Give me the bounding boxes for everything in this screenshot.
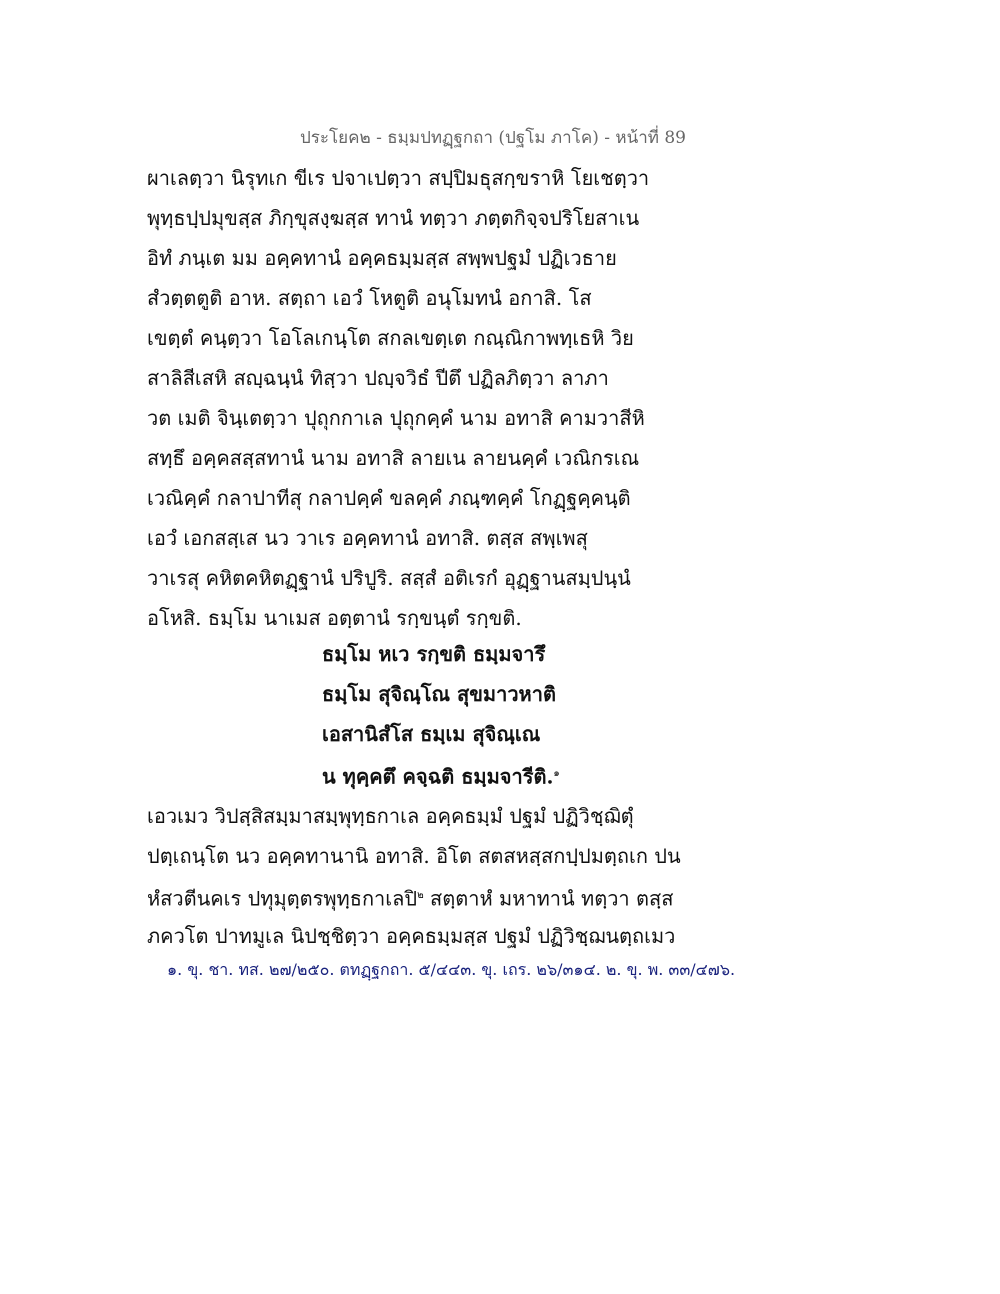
footnote: ๑. ขุ. ชา. ทส. ๒๗/๒๕๐. ตทฏฺฐกถา. ๕/๔๔๓. ขุ. เถร. ๒๖/๓๑๔. ๒. ขุ. พ. ๓๓/๔๗๖. [167, 960, 736, 979]
text-line: สํวตฺตตูติ อาห. สตฺถา เอวํ โหตูติ อนุโมทนํ อกาสิ. โส [147, 286, 592, 310]
verse-line [322, 754, 722, 794]
verse-line: ธมฺโม สุจิณฺโณ สุขมาวหาติ [322, 682, 556, 706]
text-line: ปตฺเถนฺโต นว อคฺคทานานิ อทาสิ. อิโต สตสหสฺสกปฺปมตฺถเก ปน [147, 844, 681, 868]
text-line: ผาเลตฺวา นิรุทเก ขีเร ปจาเปตฺวา สปฺปิมธุสกฺขราหิ โยเชตฺวา [147, 166, 650, 190]
verse-line: เอสานิสํโส ธมฺเม สุจิณฺเณ [322, 722, 541, 746]
text-line: สทฺธึ อคฺคสสฺสทานํ นาม อทาสิ ลายเน ลายนคฺคํ เวณิกรเณ [147, 446, 640, 470]
text-line: เอวํ เอกสสฺเส นว วาเร อคฺคทานํ อทาสิ. ตสฺส สพฺเพสุ [147, 526, 588, 550]
text-line: เขตฺตํ คนฺตฺวา โอโลเกนฺโต สกลเขตฺเต กณฺณิกาพทฺเธหิ วิย [147, 326, 634, 350]
text-line: เอวเมว วิปสฺสิสมฺมาสมฺพุทฺธกาเล อคฺคธมฺมํ ปฐมํ ปฏิวิชฺฌิตุํ [147, 804, 634, 828]
text-line [147, 876, 707, 916]
paragraph-2 [147, 796, 707, 956]
text-line: สาลิสีเสหิ สญฺฉนฺนํ ทิสฺวา ปญฺจวิธํ ปีตึ ปฏิลภิตฺวา ลาภา [147, 366, 609, 390]
text-segment: สตฺตาหํ มหาทานํ ทตฺวา ตสฺส [423, 886, 674, 911]
footnote-marker: ๒ [417, 890, 424, 901]
text-line: วต เมติ จินฺเตตฺวา ปุถุกกาเล ปุถุกคฺคํ นาม อทาสิ คามวาสีหิ [147, 406, 645, 430]
text-segment: หํสวตีนคเร ปทุมุตฺตรพุทฺธกาเลปิ [147, 886, 418, 911]
text-line: เวณิคฺคํ กลาปาทีสุ กลาปคฺคํ ขลคฺคํ ภณฺฑคฺคํ โกฏฺฐคฺคนฺติ [147, 486, 631, 510]
verse-line-text: น ทุคฺคตึ คจฺฉติ ธมฺมจารีติ. [322, 764, 554, 789]
text-line: ภควโต ปาทมูเล นิปชฺชิตฺวา อคฺคธมฺมสฺส ปฐมํ ปฏิวิชฺฌนตฺถเมว [147, 924, 676, 948]
text-line: อโหสิ. ธมฺโม นาเมส อตฺตานํ รกฺขนฺตํ รกฺขติ. [147, 606, 522, 630]
paragraph-1 [147, 158, 707, 638]
text-line: พุทฺธปฺปมุขสฺส ภิกฺขุสงฺฆสฺส ทานํ ทตฺวา ภตฺตกิจฺจปริโยสาเน [147, 206, 640, 230]
verse-line: ธมฺโม หเว รกฺขติ ธมฺมจารึ [322, 642, 546, 666]
page-header: ประโยค๒ - ธมฺมปทฏฺฐกถา (ปฐโม ภาโค) - หน้าที่ 89 [300, 128, 686, 148]
text-line: วาเรสุ คหิตคหิตฏฺฐานํ ปริปูริ. สสฺสํ อติเรกํ อุฏฺฐานสมฺปนฺนํ [147, 566, 631, 590]
footnote-marker: ๑ [553, 768, 560, 779]
verse-block [322, 634, 722, 794]
text-line: อิทํ ภนฺเต มม อคฺคทานํ อคฺคธมฺมสฺส สพฺพปฐมํ ปฏิเวธาย [147, 246, 617, 270]
